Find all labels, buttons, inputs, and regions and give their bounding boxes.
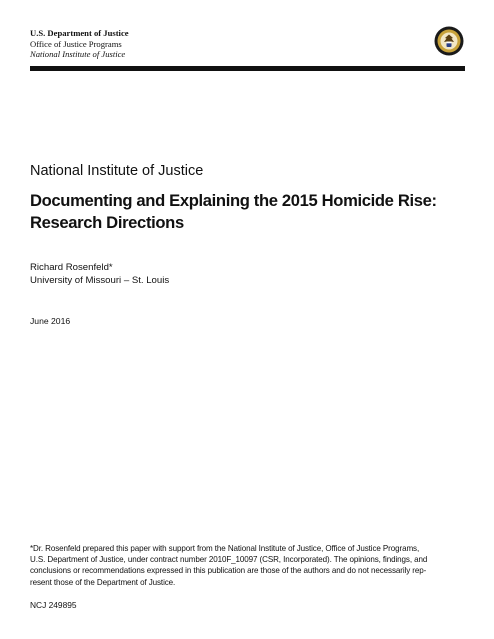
report-title xyxy=(30,190,470,234)
header-rule xyxy=(30,66,465,71)
footnote-line-1: *Dr. Rosenfeld prepared this paper with support from the National Institute of Justice, Office of Justice Programs, xyxy=(30,544,420,553)
title-line-1: Documenting and Explaining the 2015 Homicide Rise: xyxy=(30,191,437,210)
agency-name: National Institute of Justice xyxy=(30,163,204,179)
author-name: Richard Rosenfeld* xyxy=(30,262,113,273)
doj-seal-icon xyxy=(434,26,464,56)
footnote xyxy=(30,543,470,588)
ncj-number: NCJ 249895 xyxy=(30,600,77,610)
footnote-line-4: resent those of the Department of Justice. xyxy=(30,577,176,587)
author-block xyxy=(30,262,169,287)
author-affiliation: University of Missouri – St. Louis xyxy=(30,274,170,286)
department-name: U.S. Department of Justice xyxy=(30,28,129,38)
publication-date: June 2016 xyxy=(30,316,71,326)
footnote-line-3: conclusions or recommendations expressed in this publication are those of the authors and do not necessarily rep- xyxy=(30,566,427,576)
footnote-line-2: U.S. Department of Justice, under contract number 2010F_10097 (CSR, Incorporated). The opinions, findings, and xyxy=(30,555,428,565)
agency-header xyxy=(30,28,129,60)
title-line-2: Research Directions xyxy=(30,213,184,232)
office-name: Office of Justice Programs xyxy=(30,38,122,49)
institute-name: National Institute of Justice xyxy=(30,49,126,59)
